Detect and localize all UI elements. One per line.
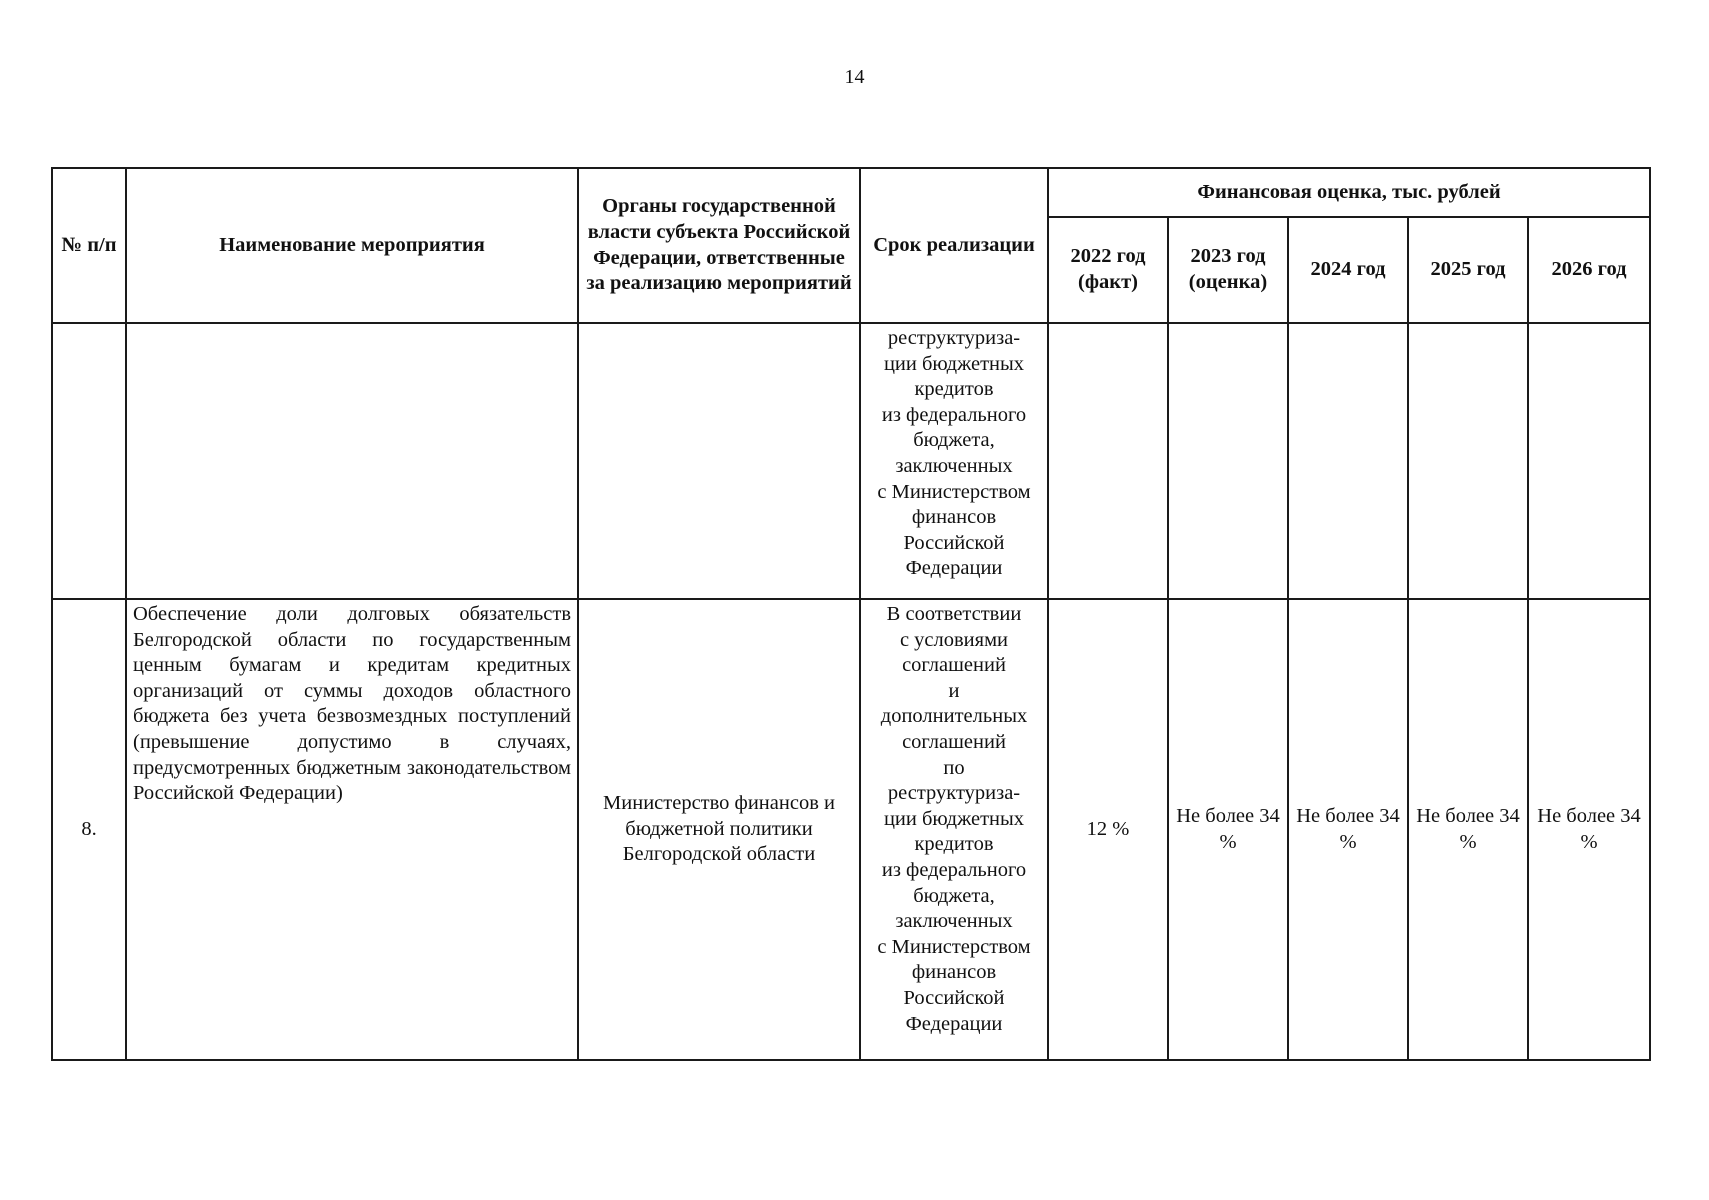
- term-line: Российской: [903, 986, 1005, 1009]
- row-term: [860, 599, 1048, 1060]
- row-value-2023: Не более 34 %: [1168, 599, 1288, 1060]
- table-row: [52, 323, 1650, 599]
- term-line: бюджета,: [913, 429, 995, 452]
- term-line: Федерации: [905, 557, 1003, 580]
- term-line: с условиями: [899, 628, 1009, 651]
- term-line: кредитов: [914, 378, 994, 401]
- header-year-2026: 2026 год: [1528, 217, 1650, 323]
- term-line: соглашений: [902, 730, 1006, 753]
- term-line: из федерального: [881, 858, 1027, 881]
- term-line: по: [943, 756, 965, 779]
- page-number: 14: [844, 66, 865, 88]
- term-line: заключенных: [895, 910, 1013, 933]
- table-row: [52, 599, 1650, 1060]
- row-value-2026: [1528, 323, 1650, 599]
- term-line: дополнительных: [880, 705, 1028, 728]
- term-line: Федерации: [905, 1012, 1003, 1035]
- term-line: финансов: [911, 506, 997, 529]
- term-line: Российской: [903, 531, 1005, 554]
- measures-table: [51, 167, 1651, 1061]
- row-term: [860, 323, 1048, 599]
- row-value-2024: [1288, 323, 1408, 599]
- term-line: из федерального: [881, 403, 1027, 426]
- row-value-2025: [1408, 323, 1528, 599]
- term-line: с Министерством: [877, 935, 1031, 958]
- row-num: [52, 323, 126, 599]
- term-line: кредитов: [914, 833, 994, 856]
- term-line: соглашений: [902, 654, 1006, 677]
- term-line: с Министерством: [877, 480, 1031, 503]
- term-line: и: [948, 679, 960, 702]
- row-num: 8.: [52, 599, 126, 1060]
- row-value-2024: Не более 34 %: [1288, 599, 1408, 1060]
- term-line: бюджета,: [913, 884, 995, 907]
- term-line: финансов: [911, 961, 997, 984]
- header-year-2022: 2022 год (факт): [1048, 217, 1168, 323]
- header-row-top: [52, 168, 1650, 217]
- row-name: [126, 323, 578, 599]
- row-value-2026: Не более 34 %: [1528, 599, 1650, 1060]
- row-name: Обеспечение доли долговых обязательств Белгородской области по государственным ценным бумагам и кредитам кредитных организаций от суммы доходов областного бюджета без учета безвозмездных поступлений (превышение допустимо в случаях, предусмотренных бюджетным законодательством Российской Федерации): [126, 599, 578, 1060]
- header-term: Срок реализации: [860, 168, 1048, 323]
- header-name: Наименование мероприятия: [126, 168, 578, 323]
- row-value-2023: [1168, 323, 1288, 599]
- row-value-2025: Не более 34 %: [1408, 599, 1528, 1060]
- header-num: № п/п: [52, 168, 126, 323]
- term-line: ции бюджетных: [883, 807, 1025, 830]
- term-line: заключенных: [895, 454, 1013, 477]
- header-year-2025: 2025 год: [1408, 217, 1528, 323]
- row-value-2022: 12 %: [1048, 599, 1168, 1060]
- header-finance: Финансовая оценка, тыс. рублей: [1048, 168, 1650, 217]
- row-authority: [578, 323, 860, 599]
- row-value-2022: [1048, 323, 1168, 599]
- header-authority: Органы государственной власти субъекта Российской Федерации, ответственные за реализацию мероприятий: [578, 168, 860, 323]
- header-year-2023: 2023 год (оценка): [1168, 217, 1288, 323]
- header-year-2024: 2024 год: [1288, 217, 1408, 323]
- row-authority: Министерство финансов и бюджетной политики Белгородской области: [578, 599, 860, 1060]
- term-line: реструктуриза-: [887, 327, 1021, 349]
- term-line: реструктуриза-: [887, 782, 1021, 805]
- term-line: ции бюджетных: [883, 352, 1025, 375]
- term-line: В соответствии: [886, 603, 1022, 625]
